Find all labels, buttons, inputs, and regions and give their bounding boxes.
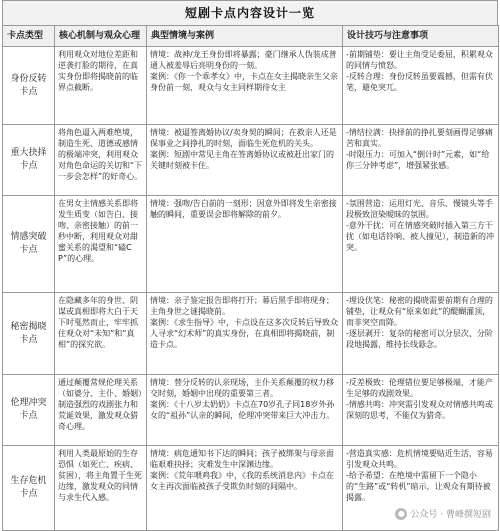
row-mechanism: 将角色逼入两难绝境，制造生死、道德或感情的极端冲突，利用观众对角色命运的关切和“下一步会怎样”的好奇心。 (55, 125, 147, 196)
tip-para: -埋设伏笔：秘密的揭晓需要前期有合理的铺垫，让观众有“原来如此”的醍醐灌顶，而非突空而降。 (346, 296, 493, 327)
table-row (3, 196, 499, 293)
case-para: 情境：亲子鉴定报告即将打开；幕后黑手即将现身；主角身世之谜揭晓前。 (150, 296, 334, 316)
tip-para: -情结拉满：抉择前的挣扎要刻画得足够痛苦和真实。 (346, 128, 493, 148)
row-type: 重大抉择卡点 (3, 125, 55, 196)
table-row (3, 47, 499, 125)
case-para: 情境：战神/龙王身份即将暴露；豪门继承人伪装成普通人被羞辱后亮明身份的一刻。 (150, 50, 337, 70)
case-para: 案例：短剧中常见主角在签离婚协议或被赶出家门的关键时刻被卡住。 (150, 150, 334, 170)
row-tips (343, 196, 499, 293)
tip-para: -营造真实感：危机情境要贴近生活，容易引发观众共鸣。 (346, 449, 493, 469)
row-type: 秘密揭晓卡点 (3, 293, 55, 375)
case-para: 情境：被逼签离婚协议/卖身契的瞬间；在救亲人还是保事业之间挣扎的时刻，面临生死危机的关头。 (150, 128, 337, 148)
tip-para: -前期铺垫：要让主角受足委屈，积累观众的同情与愤怒。 (346, 50, 493, 70)
tip-para: -逐层剥开：复杂的秘密可以分层次、分阶段地揭露，维持长线悬念。 (346, 329, 493, 349)
row-mechanism: 在隐藏多年的身世、阴谋或真相即将大白于天下时戛然而止，牢牢抓住观众对“未知”和“真相”的探究欲。 (55, 293, 147, 375)
row-mechanism: 通过颠覆常规伦理关系（如婆分、主仆、婚姻）制造强烈的戏剧张力和荒诞效果，激发观众猎奇心理。 (55, 375, 147, 446)
case-para: 案例：《荒年喂鸡我》中，《我的系统消息内》卡点在女主再次面临被孩子受欺负时刻的间隔中。 (150, 471, 334, 491)
tip-para: -情感共鸣：冲突需引发观众对情感共鸣或深刻的思考，不能仅为猎奇。 (346, 400, 493, 420)
table-row (3, 125, 499, 196)
case-para: 案例：《求生指导》中，卡点设在这多次反转后导致众人寻求“幻术师”的真实身份，在真相即将揭晓前，制造卡点。 (150, 318, 338, 349)
watermark-text: 公众号 · 曹峰撰短剧 (410, 510, 491, 520)
wechat-icon: ● (395, 508, 407, 520)
doc-title: 短剧卡点内容设计一览 (2, 0, 498, 25)
row-tips (343, 293, 499, 375)
tip-para: -时限压力：可加入“倒计时”元素，如“给你三分钟考虑”，增强紧张感。 (346, 150, 490, 170)
row-type: 情感突破卡点 (3, 196, 55, 293)
case-para: 案例：《十八岁太奶奶》卡点在70岁孔子同18岁外孙女的“祖孙”认亲的瞬间，伦理冲突带来巨大冲击力。 (150, 400, 335, 420)
content-table (2, 25, 499, 531)
row-cases (147, 47, 343, 125)
case-para: 情境：替分反转的认亲现场，主仆关系颠覆的权力移交时刻，婚姻中出现的重要第三者。 (150, 378, 334, 398)
row-cases (147, 196, 343, 293)
case-para: 情境：强吻/告白前的一刻形；因意外即将发生亲密接触的瞬间，重要误会即将解除的前夕。 (150, 199, 337, 219)
row-mechanism: 利用人类最原始的生存恐惧（如死亡、疾病、贫困），将主角置于生死边缘，激发观众的同情与求生代入感。 (55, 446, 147, 531)
row-cases (147, 293, 343, 375)
table-row (3, 293, 499, 375)
header-cases: 典型情境与案例 (147, 26, 343, 47)
row-cases (147, 446, 343, 531)
row-tips (343, 47, 499, 125)
header-row (3, 26, 499, 47)
tip-para: -氛围营造：运用灯光、音乐、慢镜头等手段极致渲染暧昧的氛围。 (346, 199, 493, 219)
header-tips: 设计技巧与注意事项 (343, 26, 499, 47)
case-para: 案例：《你一个乖孝女》中，卡点在女主揭晓亲生父亲身份前一刻，观众与女主同样期待女主 (150, 72, 338, 92)
case-para: 情境：病危通知书下达的瞬间；孩子被绑架与母亲面临艰难抉择；灾难发生中深渊边缘。 (150, 449, 334, 469)
header-mechanism: 核心机制与观众心理 (55, 26, 147, 47)
table-row (3, 375, 499, 446)
row-mechanism: 在男女主情感关系即将发生质变（如告白、接吻、亲密接触）的前一秒中断，利用观众对甜蜜关系的渴望和“磕CP”的心理。 (55, 196, 147, 293)
row-type: 生存危机卡点 (3, 446, 55, 531)
row-cases (147, 375, 343, 446)
document (2, 0, 498, 525)
row-type: 伦理冲突卡点 (3, 375, 55, 446)
tip-para: -反差极致：伦理错位要足够极端，才能产生足够的戏剧效果。 (346, 378, 493, 398)
row-type: 身份反转卡点 (3, 47, 55, 125)
row-tips (343, 375, 499, 446)
row-mechanism: 利用观众对地位差距和逆袭打脸的期待，在真实身份即将揭晓前的临界点截断。 (55, 47, 147, 125)
row-cases (147, 125, 343, 196)
tip-para: -给予希望：在绝境中需留下一个隐小的“生路”或“转机”暗示，让观众有期待被揭露。 (346, 471, 491, 502)
tip-para: -反转合理：身份反转虽要震撼，但需有伏笔，避免突兀。 (346, 72, 493, 92)
header-type: 卡点类型 (3, 26, 55, 47)
row-tips (343, 125, 499, 196)
tip-para: -意外干扰：可在情感突破时插入第三方干扰（如电话铃响、被人撞见），制造新的冲突。 (346, 221, 494, 252)
watermark (392, 506, 494, 521)
